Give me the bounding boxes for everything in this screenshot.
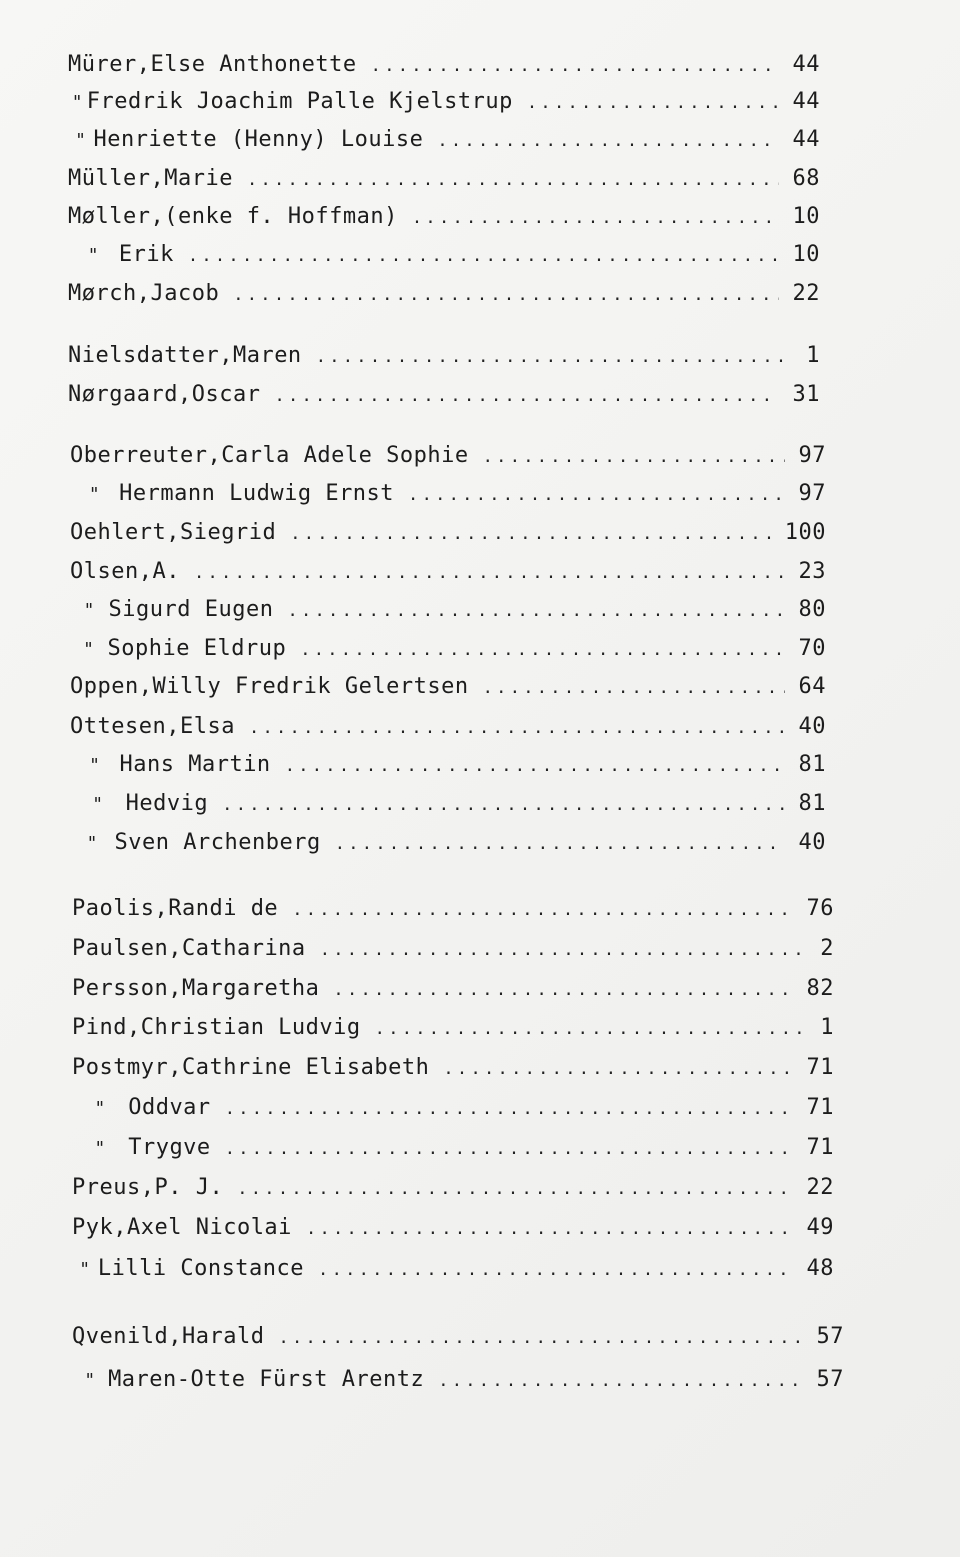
index-entry — [70, 520, 826, 554]
index-entry — [68, 382, 820, 416]
entry-given-name: Henriette (Henny) Louise — [93, 127, 424, 152]
index-entry — [70, 481, 826, 515]
dot-leader — [527, 93, 779, 113]
entry-surname: Olsen, — [70, 559, 153, 584]
entry-page-number: 10 — [792, 204, 820, 229]
entry-given-name: Sven Archenberg — [114, 830, 321, 855]
entry-page-number: 80 — [798, 597, 826, 622]
dot-leader — [247, 170, 779, 190]
index-entry — [70, 830, 826, 864]
entry-surname: Pyk, — [72, 1215, 127, 1240]
index-entry — [68, 204, 820, 238]
entry-page-number: 71 — [806, 1095, 834, 1120]
entry-given-name: Hedvig — [125, 791, 209, 816]
entry-page-number: 71 — [806, 1055, 834, 1080]
entry-given-name: A. — [152, 559, 180, 584]
entry-page-number: 70 — [798, 636, 826, 661]
entry-page-number: 81 — [798, 791, 826, 816]
entry-page-number: 10 — [792, 242, 820, 267]
entry-page-number: 81 — [798, 752, 826, 777]
entry-given-name: Lilli Constance — [97, 1256, 305, 1281]
dot-leader — [274, 386, 778, 406]
dot-leader — [483, 678, 785, 698]
entry-given-name: (enke f. Hoffman) — [164, 204, 398, 229]
entry-given-name: Randi de — [168, 896, 279, 921]
ditto-mark: " — [95, 1138, 105, 1159]
entry-surname: Mørch, — [68, 281, 151, 306]
entry-given-name: Carla Adele Sophie — [221, 443, 469, 468]
ditto-mark: " — [76, 130, 86, 151]
entry-given-name: Axel Nicolai — [126, 1215, 292, 1240]
entry-surname: Oehlert, — [70, 520, 180, 545]
entry-surname: Preus, — [72, 1175, 155, 1200]
index-entry — [72, 1015, 834, 1049]
entry-given-name: Fredrik Joachim Palle Kjelstrup — [86, 89, 513, 114]
index-entry — [70, 674, 826, 708]
entry-page-number: 44 — [792, 52, 820, 77]
index-entry — [72, 1055, 834, 1089]
index-entry — [70, 443, 826, 477]
entry-page-number: 82 — [806, 976, 834, 1001]
index-entry — [68, 166, 820, 200]
entry-page-number: 23 — [798, 559, 826, 584]
dot-leader — [375, 1019, 806, 1039]
dot-leader — [237, 1179, 792, 1199]
entry-given-name: Maren — [232, 343, 302, 368]
entry-page-number: 1 — [820, 1015, 834, 1040]
index-entry — [70, 636, 826, 670]
dot-leader — [249, 718, 785, 738]
dot-leader — [438, 1371, 802, 1391]
ditto-mark: " — [80, 1259, 90, 1280]
index-entry — [68, 343, 820, 377]
index-entry — [70, 791, 826, 825]
index-entry — [72, 1175, 834, 1209]
index-entry — [72, 1215, 834, 1249]
dot-leader — [225, 1139, 793, 1159]
dot-leader — [443, 1059, 792, 1079]
index-entry — [72, 1367, 844, 1401]
entry-surname: Pind, — [72, 1015, 141, 1040]
entry-given-name: Margaretha — [181, 976, 320, 1001]
dot-leader — [371, 56, 779, 76]
ditto-mark: " — [90, 755, 100, 776]
index-entry — [68, 242, 820, 276]
entry-given-name: Maren-Otte Fürst Arentz — [108, 1367, 425, 1392]
entry-given-name: Elsa — [179, 714, 235, 739]
entry-given-name: Trygve — [128, 1135, 211, 1160]
entry-given-name: Jacob — [150, 281, 220, 306]
entry-page-number: 48 — [806, 1256, 834, 1281]
entry-surname: Müller, — [68, 166, 165, 191]
dot-leader — [188, 246, 779, 266]
entry-given-name: Marie — [164, 166, 233, 191]
index-entry — [70, 597, 826, 631]
dot-leader — [318, 1260, 792, 1280]
entry-given-name: Siegrid — [179, 520, 277, 545]
entry-surname: Paulsen, — [72, 936, 182, 961]
dot-leader — [408, 485, 784, 505]
index-entry — [70, 752, 826, 786]
entry-page-number: 44 — [792, 127, 820, 152]
dot-leader — [437, 131, 778, 151]
entry-page-number: 31 — [792, 382, 820, 407]
entry-given-name: Cathrine Elisabeth — [181, 1055, 430, 1080]
entry-given-name: Willy Fredrik Gelertsen — [152, 674, 469, 699]
dot-leader — [292, 900, 792, 920]
entry-page-number: 68 — [792, 166, 820, 191]
dot-leader — [287, 601, 784, 621]
dot-leader — [222, 795, 784, 815]
index-entry — [72, 1324, 844, 1358]
entry-given-name: Hermann Ludwig Ernst — [119, 481, 395, 506]
dot-leader — [300, 640, 784, 660]
entry-page-number: 76 — [806, 896, 834, 921]
entry-page-number: 64 — [798, 674, 826, 699]
ditto-mark: " — [95, 1098, 105, 1119]
dot-leader — [412, 208, 779, 228]
entry-surname: Nielsdatter, — [68, 343, 233, 368]
index-entry — [68, 281, 820, 315]
entry-page-number: 40 — [798, 830, 826, 855]
ditto-mark: " — [72, 92, 82, 113]
dot-leader — [233, 285, 778, 305]
entry-surname: Mürer, — [68, 52, 151, 77]
entry-given-name: Sigurd Eugen — [108, 597, 274, 622]
entry-surname: Nørgaard, — [68, 382, 192, 407]
dot-leader — [335, 834, 785, 854]
entry-page-number: 40 — [798, 714, 826, 739]
index-entry — [72, 936, 834, 970]
dot-leader — [306, 1219, 793, 1239]
entry-given-name: Christian Ludvig — [140, 1015, 361, 1040]
index-entry — [70, 559, 826, 593]
entry-surname: Qvenild, — [72, 1324, 182, 1349]
entry-page-number: 97 — [798, 481, 826, 506]
ditto-mark: " — [93, 794, 103, 815]
dot-leader — [333, 980, 792, 1000]
index-entry — [68, 127, 820, 161]
entry-given-name: Catharina — [181, 936, 306, 961]
index-entry — [72, 1256, 834, 1290]
dot-leader — [194, 563, 785, 583]
entry-given-name: Harald — [181, 1324, 265, 1349]
index-entry — [72, 1095, 834, 1129]
entry-given-name: Erik — [118, 242, 174, 267]
entry-page-number: 57 — [816, 1324, 844, 1349]
entry-page-number: 71 — [806, 1135, 834, 1160]
dot-leader — [278, 1328, 802, 1348]
entry-given-name: Sophie Eldrup — [107, 636, 287, 661]
ditto-mark: " — [84, 639, 94, 660]
ditto-mark: " — [84, 600, 94, 621]
entry-page-number: 49 — [806, 1215, 834, 1240]
entry-page-number: 22 — [792, 281, 820, 306]
entry-surname: Oberreuter, — [70, 443, 222, 468]
index-entry — [70, 714, 826, 748]
entry-surname: Paolis, — [72, 896, 169, 921]
dot-leader — [483, 447, 785, 467]
entry-page-number: 2 — [820, 936, 834, 961]
index-entry — [68, 89, 820, 123]
entry-surname: Møller, — [68, 204, 165, 229]
ditto-mark: " — [85, 1370, 95, 1391]
ditto-mark: " — [87, 833, 97, 854]
index-entry — [68, 52, 820, 86]
entry-given-name: Else Anthonette — [150, 52, 357, 77]
ditto-mark: " — [89, 245, 98, 266]
index-entry — [72, 976, 834, 1010]
index-entry — [72, 896, 834, 930]
entry-page-number: 44 — [792, 89, 820, 114]
dot-leader — [225, 1099, 793, 1119]
dot-leader — [285, 756, 785, 776]
entry-given-name: Oddvar — [128, 1095, 211, 1120]
dot-leader — [316, 347, 790, 367]
entry-page-number: 57 — [816, 1367, 844, 1392]
entry-given-name: P. J. — [154, 1175, 224, 1200]
entry-page-number: 22 — [806, 1175, 834, 1200]
ditto-mark: " — [90, 484, 99, 505]
dot-leader — [320, 940, 804, 960]
entry-surname: Oppen, — [70, 674, 153, 699]
entry-surname: Persson, — [72, 976, 182, 1001]
index-entry — [72, 1135, 834, 1169]
entry-page-number: 1 — [806, 343, 820, 368]
dot-leader — [290, 524, 771, 544]
entry-surname: Ottesen, — [70, 714, 180, 739]
entry-page-number: 100 — [784, 520, 826, 545]
entry-page-number: 97 — [798, 443, 826, 468]
entry-given-name: Oscar — [191, 382, 261, 407]
entry-surname: Postmyr, — [72, 1055, 182, 1080]
entry-given-name: Hans Martin — [119, 752, 271, 777]
